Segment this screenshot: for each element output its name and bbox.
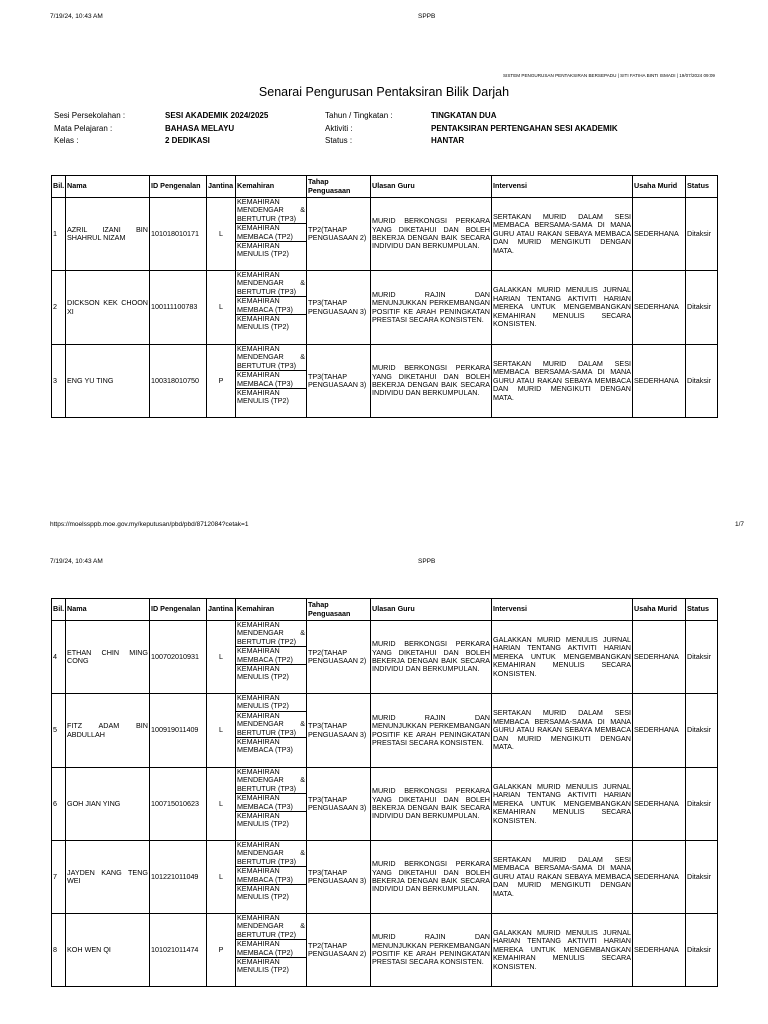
intervention-cell: SERTAKAN MURID DALAM SESI MEMBACA BERSAMA-SAMA DI MANA GURU ATAU RAKAN SEBAYA MEMBACA DAN MURID MENGIKUTI DENGAN MATA. [492,694,633,768]
column-header: ID Pengenalan [150,599,207,621]
level-cell: TP2(TAHAP PENGUASAAN 2) [307,621,371,694]
column-header: Ulasan Guru [371,599,492,621]
status-cell: Ditaksir [686,271,718,345]
intervention-cell: GALAKKAN MURID MENULIS JURNAL HARIAN TENTANG AKTIVITI HARIAN MEREKA UNTUK MENGEMBANGKAN KEMAHIRAN MENULIS SECARA KONSISTEN. [492,768,633,841]
status-cell: Ditaksir [686,914,718,987]
column-header: Status [686,176,718,198]
effort-cell: SEDERHANA [633,198,686,271]
skills-cell [236,768,307,841]
info-value: TINGKATAN DUA [431,111,497,120]
status-cell: Ditaksir [686,198,718,271]
skill-item: KEMAHIRAN MENDENGAR & BERTUTUR (TP3) [237,197,305,223]
skill-item: KEMAHIRAN MENDENGAR & BERTUTUR (TP3) [237,270,305,296]
info-value: SESI AKADEMIK 2024/2025 [165,111,269,120]
name-cell: GOH JIAN YING [66,768,150,841]
name-cell: AZRIL IZANI BIN SHAHRUL NIZAM [66,198,150,271]
print-url[interactable]: https://moelssppb.moe.gov.my/keputusan/pbd/pbd/8712084?cetak=1 [50,521,249,528]
column-header: Tahap Penguasaan [307,599,371,621]
column-header: Usaha Murid [633,599,686,621]
print-app-name: SPPB [418,558,436,565]
skills-cell [236,914,307,987]
effort-cell: SEDERHANA [633,621,686,694]
gender-cell: L [207,694,236,768]
skills-cell [236,198,307,271]
level-cell: TP3(TAHAP PENGUASAAN 3) [307,841,371,914]
assessment-table-page2 [51,598,718,987]
level-cell: TP2(TAHAP PENGUASAAN 2) [307,914,371,987]
gender-cell: L [207,841,236,914]
info-values-left [165,110,268,148]
info-value: HANTAR [431,136,465,145]
effort-cell: SEDERHANA [633,841,686,914]
column-header: Intervensi [492,599,633,621]
gender-cell: L [207,621,236,694]
skill-item: KEMAHIRAN MENDENGAR & BERTUTUR (TP3) [237,767,305,793]
effort-cell: SEDERHANA [633,345,686,418]
status-cell: Ditaksir [686,621,718,694]
effort-cell: SEDERHANA [633,271,686,345]
intervention-cell: GALAKKAN MURID MENULIS JURNAL HARIAN TENTANG AKTIVITI HARIAN MEREKA UNTUK MENGEMBANGKAN KEMAHIRAN MENULIS SECARA KONSISTEN. [492,914,633,987]
print-app-name: SPPB [418,13,436,20]
id-cell: 100919011409 [150,694,207,768]
column-header: Ulasan Guru [371,176,492,198]
skill-item: KEMAHIRAN MENULIS (TP2) [237,957,289,975]
intervention-cell: SERTAKAN MURID DALAM SESI MEMBACA BERSAMA-SAMA DI MANA GURU ATAU RAKAN SEBAYA MEMBACA DAN MURID MENGIKUTI DENGAN MATA. [492,345,633,418]
info-values-right [431,110,618,148]
page-number: 1/7 [735,521,745,528]
table-row [52,271,718,345]
id-cell: 100318010750 [150,345,207,418]
level-cell: TP3(TAHAP PENGUASAAN 3) [307,768,371,841]
bil-cell: 3 [52,345,66,418]
column-header: Intervensi [492,176,633,198]
assessment-table-page1 [51,175,718,418]
teacher-comment-cell: MURID RAJIN DAN MENUNJUKKAN PERKEMBANGAN POSITIF KE ARAH PENINGKATAN PRESTASI SECARA KONSISTEN. [371,914,492,987]
effort-cell: SEDERHANA [633,768,686,841]
skill-item: KEMAHIRAN MENDENGAR & BERTUTUR (TP3) [237,840,305,866]
gender-cell: P [207,914,236,987]
skills-cell [236,271,307,345]
column-header: Jantina [207,599,236,621]
level-cell: TP3(TAHAP PENGUASAAN 3) [307,694,371,768]
bil-cell: 6 [52,768,66,841]
table-row [52,768,718,841]
level-cell: TP3(TAHAP PENGUASAAN 3) [307,271,371,345]
teacher-comment-cell: MURID BERKONGSI PERKARA YANG DIKETAHUI DAN BOLEH BEKERJA DENGAN BAIK SECARA INDIVIDU DAN BERKUMPULAN. [371,345,492,418]
intervention-cell: SERTAKAN MURID DALAM SESI MEMBACA BERSAMA-SAMA DI MANA GURU ATAU RAKAN SEBAYA MEMBACA DAN MURID MENGIKUTI DENGAN MATA. [492,198,633,271]
status-cell: Ditaksir [686,768,718,841]
info-value: BAHASA MELAYU [165,123,235,133]
column-header: Kemahiran [236,599,307,621]
info-value: 2 DEDIKASI [165,136,210,145]
info-label: Tahun / Tingkatan : [325,111,393,120]
id-cell: 101018010171 [150,198,207,271]
intervention-cell: GALAKKAN MURID MENULIS JURNAL HARIAN TENTANG AKTIVITI HARIAN MEREKA UNTUK MENGEMBANGKAN KEMAHIRAN MENULIS SECARA KONSISTEN. [492,271,633,345]
info-label: Sesi Persekolahan : [54,111,126,120]
skills-cell [236,345,307,418]
system-line: SISTEM PENGURUSAN PENTAKSIRAN BERSEPADU | SITI FATIHA BINTI ISMADI | 19/07/2024 09:09 [503,73,715,78]
bil-cell: 2 [52,271,66,345]
column-header: Jantina [207,176,236,198]
gender-cell: L [207,768,236,841]
gender-cell: P [207,345,236,418]
bil-cell: 8 [52,914,66,987]
name-cell: FITZ ADAM BIN ABDULLAH [66,694,150,768]
id-cell: 100715010623 [150,768,207,841]
table-row [52,841,718,914]
table-header-row [52,176,718,198]
column-header: Bil. [52,599,66,621]
id-cell: 101221011049 [150,841,207,914]
skill-item: KEMAHIRAN MENULIS (TP2) [237,314,289,332]
column-header: Status [686,599,718,621]
info-labels-left [54,110,125,148]
column-header: Tahap Penguasaan [307,176,371,198]
info-label: Kelas : [54,136,79,145]
skill-item: KEMAHIRAN MENULIS (TP2) [237,664,289,682]
print-date: 7/19/24, 10:43 AM [50,13,103,20]
skills-cell [236,621,307,694]
name-cell: JAYDEN KANG TENG WEI [66,841,150,914]
teacher-comment-cell: MURID RAJIN DAN MENUNJUKKAN PERKEMBANGAN POSITIF KE ARAH PENINGKATAN PRESTASI SECARA KONSISTEN. [371,271,492,345]
skill-item: KEMAHIRAN MENULIS (TP2) [236,694,306,712]
effort-cell: SEDERHANA [633,694,686,768]
bil-cell: 1 [52,198,66,271]
skill-item: KEMAHIRAN MENDENGAR & BERTUTUR (TP2) [237,620,305,646]
info-label: Aktiviti : [325,123,353,133]
name-cell: DICKSON KEK CHOON XI [66,271,150,345]
column-header: Nama [66,176,150,198]
skill-item: KEMAHIRAN MENDENGAR & BERTUTUR (TP3) [237,710,305,737]
name-cell: KOH WEN QI [66,914,150,987]
gender-cell: L [207,198,236,271]
skill-item: KEMAHIRAN MEMBACA (TP3) [236,371,306,389]
table-row [52,914,718,987]
column-header: Usaha Murid [633,176,686,198]
column-header: Nama [66,599,150,621]
skill-item: KEMAHIRAN MENULIS (TP2) [237,884,289,902]
skill-item: KEMAHIRAN MEMBACA (TP2) [236,647,306,665]
skill-item: KEMAHIRAN MEMBACA (TP3) [236,297,306,315]
teacher-comment-cell: MURID RAJIN DAN MENUNJUKKAN PERKEMBANGAN POSITIF KE ARAH PENINGKATAN PRESTASI SECARA KONSISTEN. [371,694,492,768]
name-cell: ENG YU TING [66,345,150,418]
id-cell: 100111100783 [150,271,207,345]
skill-item: KEMAHIRAN MEMBACA (TP2) [236,940,306,958]
column-header: Kemahiran [236,176,307,198]
teacher-comment-cell: MURID BERKONGSI PERKARA YANG DIKETAHUI DAN BOLEH BEKERJA DENGAN BAIK SECARA INDIVIDU DAN BERKUMPULAN. [371,621,492,694]
table-header-row [52,599,718,621]
skills-cell [236,841,307,914]
status-cell: Ditaksir [686,694,718,768]
teacher-comment-cell: MURID BERKONGSI PERKARA YANG DIKETAHUI DAN BOLEH BEKERJA DENGAN BAIK SECARA INDIVIDU DAN BERKUMPULAN. [371,841,492,914]
status-cell: Ditaksir [686,841,718,914]
skill-item: KEMAHIRAN MENDENGAR & BERTUTUR (TP3) [237,344,305,370]
name-cell: ETHAN CHIN MING CONG [66,621,150,694]
bil-cell: 4 [52,621,66,694]
skill-item: KEMAHIRAN MEMBACA (TP3) [236,867,306,885]
gender-cell: L [207,271,236,345]
column-header: ID Pengenalan [150,176,207,198]
level-cell: TP3(TAHAP PENGUASAAN 3) [307,345,371,418]
skill-item: KEMAHIRAN MENDENGAR & BERTUTUR (TP2) [237,913,305,939]
skill-item: KEMAHIRAN MEMBACA (TP3) [236,794,306,812]
id-cell: 100702010931 [150,621,207,694]
table-row [52,345,718,418]
skills-cell [236,694,307,768]
table-row [52,198,718,271]
level-cell: TP2(TAHAP PENGUASAAN 2) [307,198,371,271]
bil-cell: 5 [52,694,66,768]
print-date: 7/19/24, 10:43 AM [50,558,103,565]
skill-item: KEMAHIRAN MENULIS (TP2) [237,811,289,829]
skill-item: KEMAHIRAN MEMBACA (TP2) [236,224,306,242]
table-row [52,621,718,694]
info-labels-right [325,110,393,148]
status-cell: Ditaksir [686,345,718,418]
info-label: Mata Pelajaran : [54,123,113,133]
info-value: PENTAKSIRAN PERTENGAHAN SESI AKADEMIK [431,123,618,133]
skill-item: KEMAHIRAN MENULIS (TP2) [237,388,289,406]
table-row [52,694,718,768]
intervention-cell: SERTAKAN MURID DALAM SESI MEMBACA BERSAMA-SAMA DI MANA GURU ATAU RAKAN SEBAYA MEMBACA DAN MURID MENGIKUTI DENGAN MATA. [492,841,633,914]
intervention-cell: GALAKKAN MURID MENULIS JURNAL HARIAN TENTANG AKTIVITI HARIAN MEREKA UNTUK MENGEMBANGKAN KEMAHIRAN MENULIS SECARA KONSISTEN. [492,621,633,694]
teacher-comment-cell: MURID BERKONGSI PERKARA YANG DIKETAHUI DAN BOLEH BEKERJA DENGAN BAIK SECARA INDIVIDU DAN BERKUMPULAN. [371,768,492,841]
skill-item: KEMAHIRAN MENULIS (TP2) [237,241,289,259]
teacher-comment-cell: MURID BERKONGSI PERKARA YANG DIKETAHUI DAN BOLEH BEKERJA DENGAN BAIK SECARA INDIVIDU DAN BERKUMPULAN. [371,198,492,271]
effort-cell: SEDERHANA [633,914,686,987]
info-label: Status : [325,136,353,145]
page-title: Senarai Pengurusan Pentaksiran Bilik Darjah [258,85,510,99]
column-header: Bil. [52,176,66,198]
bil-cell: 7 [52,841,66,914]
id-cell: 101021011474 [150,914,207,987]
skill-item: KEMAHIRAN MEMBACA (TP3) [237,737,293,755]
